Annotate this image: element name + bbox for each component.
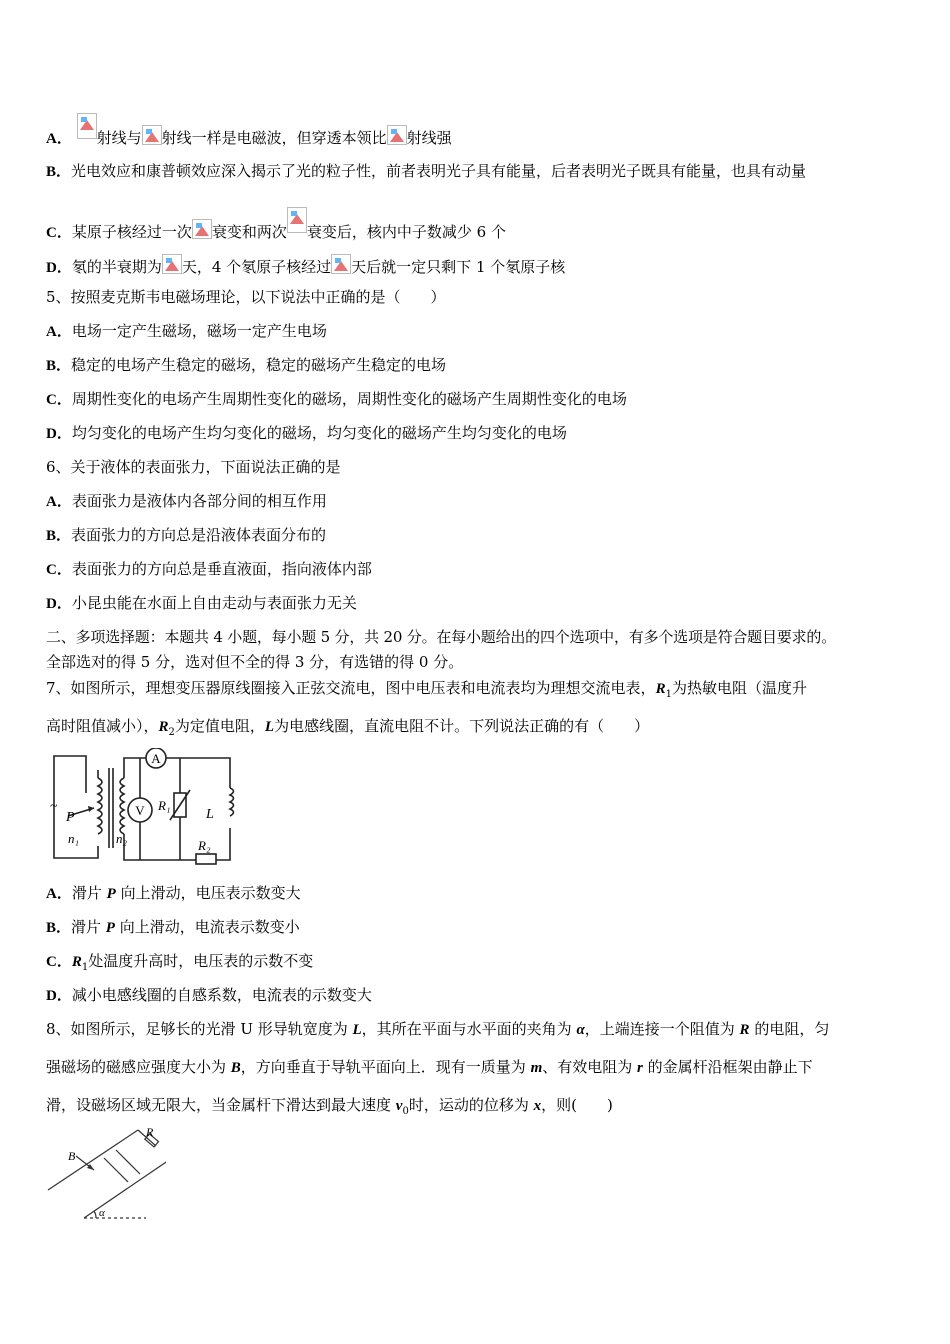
- resistor-r-label: R: [146, 1125, 154, 1139]
- q7-option-a: A．滑片 P 向上滑动，电压表示数变大: [46, 884, 301, 902]
- q5-option-a: A．电场一定产生磁场，磁场一定产生电场: [46, 322, 327, 340]
- q5-stem: 5、按照麦克斯韦电磁场理论，以下说法中正确的是（ ）: [46, 288, 446, 306]
- transformer-circuit-diagram: [46, 748, 238, 866]
- r2-label: R₂: [198, 838, 211, 853]
- q7-option-c: C．$R_1$处温度升高时，电压表的示数不变: [46, 952, 314, 973]
- b-field-label: B: [68, 1149, 76, 1163]
- q8-stem-line2: 强磁场的磁感应强度大小为 B，方向垂直于导轨平面向上．现有一质量为 m、有效电阻为 r 的金属杆沿框架由静止下: [46, 1058, 813, 1076]
- slider-p-label: P: [66, 810, 75, 825]
- option-letter: A．: [46, 131, 72, 147]
- q7-stem-line1: 7、如图所示，理想变压器原线圈接入正弦交流电，图中电压表和电流表均为理想交流电表，$R_1$为热敏电阻（温度升: [46, 679, 807, 700]
- q6-option-a: A．表面张力是液体内各部分间的相互作用: [46, 492, 327, 510]
- q4-option-d: D．氡的半衰期为 天，4 个氡原子核经过 天后就一定只剩下 1 个氡原子核: [46, 254, 565, 278]
- broken-image-icon: [192, 219, 212, 239]
- inclined-rail-diagram: [46, 1124, 166, 1224]
- q5-option-c: C．周期性变化的电场产生周期性变化的磁场，周期性变化的磁场产生周期性变化的电场: [46, 390, 627, 408]
- q4-option-b: B．光电效应和康普顿效应深入揭示了光的粒子性，前者表明光子具有能量，后者表明光子既具有能量，也具有动量: [46, 162, 807, 180]
- q4-option-a: A． 射线与 射线一样是电磁波，但穿透本领比 射线强: [46, 113, 452, 149]
- broken-image-icon: [387, 125, 407, 145]
- ac-source-label: ~: [50, 799, 58, 814]
- q5-option-b: B．稳定的电场产生稳定的磁场，稳定的磁场产生稳定的电场: [46, 356, 447, 374]
- q4-option-c: C．某原子核经过一次 衰变和两次 衰变后，核内中子数减少 6 个: [46, 207, 506, 243]
- q5-option-d: D．均匀变化的电场产生均匀变化的磁场，均匀变化的磁场产生均匀变化的电场: [46, 424, 567, 442]
- q6-option-b: B．表面张力的方向总是沿液体表面分布的: [46, 526, 327, 544]
- r1-label: R₁: [158, 798, 171, 813]
- n1-label: n₁: [68, 831, 80, 846]
- section2-subheading: 全部选对的得 5 分，选对但不全的得 3 分，有选错的得 0 分。: [46, 653, 464, 671]
- q7-option-d: D．减小电感线圈的自感系数，电流表的示数变大: [46, 986, 372, 1004]
- q7-stem-line2: 高时阻值减小），$R_2$为定值电阻，L为电感线圈，直流电阻不计。下列说法正确的有（ ）: [46, 717, 650, 738]
- ammeter-label: A: [151, 751, 161, 766]
- section2-heading: 二、多项选择题：本题共 4 小题，每小题 5 分，共 20 分。在每小题给出的四个选项中，有多个选项是符合题目要求的。: [46, 628, 836, 646]
- n2-label: n₂: [116, 831, 128, 846]
- voltmeter-label: V: [135, 803, 145, 818]
- broken-image-icon: [287, 207, 307, 233]
- broken-image-icon: [77, 113, 97, 139]
- angle-alpha-label: α: [99, 1207, 105, 1219]
- q6-option-d: D．小昆虫能在水面上自由走动与表面张力无关: [46, 594, 357, 612]
- q8-stem-line3: 滑，设磁场区域无限大，当金属杆下滑达到最大速度 $v_0$时，运动的位移为 x，则( ): [46, 1096, 613, 1117]
- broken-image-icon: [162, 254, 182, 274]
- inductor-label: L: [206, 807, 214, 822]
- broken-image-icon: [142, 125, 162, 145]
- q8-stem-line1: 8、如图所示，足够长的光滑 U 形导轨宽度为 L，其所在平面与水平面的夹角为 α，上端连接一个阻值为 R 的电阻，匀: [46, 1020, 830, 1038]
- q7-option-b: B．滑片 P 向上滑动，电流表示数变小: [46, 918, 300, 936]
- q6-option-c: C．表面张力的方向总是垂直液面，指向液体内部: [46, 560, 372, 578]
- broken-image-icon: [331, 254, 351, 274]
- q6-stem: 6、关于液体的表面张力，下面说法正确的是: [46, 458, 341, 476]
